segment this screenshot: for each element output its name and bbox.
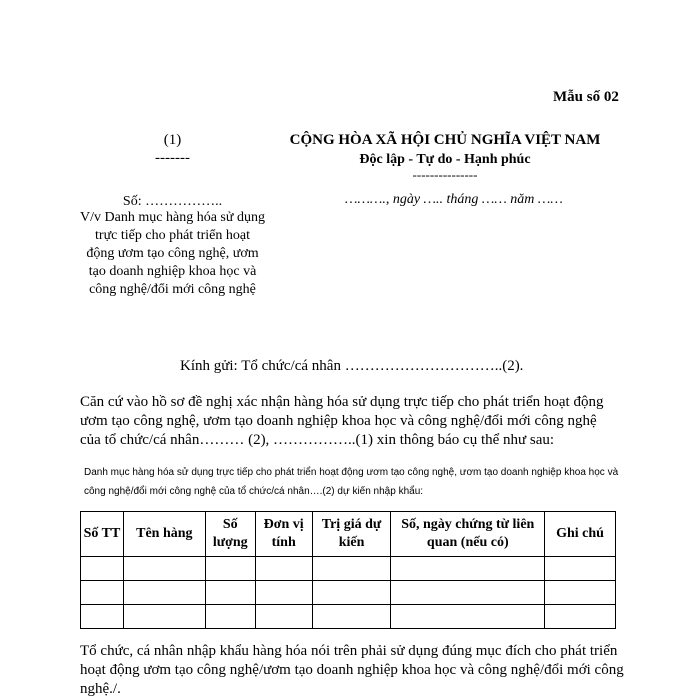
col-header-no: Số TT [81,512,124,557]
national-motto: Độc lập - Tự do - Hạnh phúc [359,152,531,167]
table-cell [205,581,255,605]
table-cell [123,581,205,605]
form-number: Mẫu số 02 [553,89,619,105]
goods-table [80,511,616,629]
table-cell [545,581,616,605]
national-title: CỘNG HÒA XÃ HỘI CHỦ NGHĨA VIỆT NAM [289,132,601,148]
table-cell [205,557,255,581]
table-cell [545,557,616,581]
table-cell [81,581,124,605]
document-number: Số: …………….. [122,194,223,209]
closing-paragraph: Tổ chức, cá nhân nhập khẩu hàng hóa nói trên phải sử dụng đúng mục đích cho phát triển hoạt động ươm tạo công nghệ/ươm tạo doanh nghiệp khoa học và công nghệ/đổi mới công nghệ./. [80,643,624,697]
col-header-name: Tên hàng [123,512,205,557]
issuer-rule: ------- [155,150,190,166]
col-header-docs: Số, ngày chứng từ liên quan (nếu có) [391,512,545,557]
table-cell [312,605,391,629]
table-cell [81,605,124,629]
table-cell [312,581,391,605]
table-cell [391,605,545,629]
col-header-note: Ghi chú [545,512,616,557]
list-caption: Danh mục hàng hóa sử dụng trực tiếp cho phát triển hoạt động ươm tạo công nghệ, ươm tạo doanh nghiệp khoa học và công nghệ/đổi mới công nghệ của tổ chức/cá nhân….(2) dự kiến nhập khẩu: [84,467,619,497]
table-cell [123,605,205,629]
table-cell [255,557,312,581]
col-header-unit: Đơn vị tính [255,512,312,557]
issuer-ref: (1) [163,132,182,148]
table-cell [123,557,205,581]
document-subject: V/v Danh mục hàng hóa sử dụng trực tiếp cho phát triển hoạt động ươm tạo công nghệ, ươm tạo doanh nghiệp khoa học và công nghệ/đổi mới công nghệ [80,210,265,297]
national-header [255,131,635,181]
table-cell [205,605,255,629]
table-cell [81,557,124,581]
table-cell [545,605,616,629]
table-header-row [81,512,616,557]
motto-rule: --------------- [412,167,478,182]
table-cell [255,605,312,629]
table-cell [255,581,312,605]
table-row [81,581,616,605]
col-header-qty: Số lượng [205,512,255,557]
recipient-line: Kính gửi: Tổ chức/cá nhân …………………………..(2). [180,358,524,374]
table-cell [312,557,391,581]
intro-paragraph: Căn cứ vào hồ sơ đề nghị xác nhận hàng hóa sử dụng trực tiếp cho phát triển hoạt động ươm tạo công nghệ, ươm tạo doanh nghiệp khoa học và công nghệ/đổi mới công nghệ của tổ chức/cá nhân……… (2), ……………..(1) xin thông báo cụ thể như sau: [80,394,604,448]
table-cell [391,581,545,605]
table-row [81,605,616,629]
issuer-header [80,131,265,167]
table-cell [391,557,545,581]
table-row [81,557,616,581]
col-header-value: Trị giá dự kiến [312,512,391,557]
date-line: ………., ngày ….. tháng …… năm …… [345,192,563,207]
